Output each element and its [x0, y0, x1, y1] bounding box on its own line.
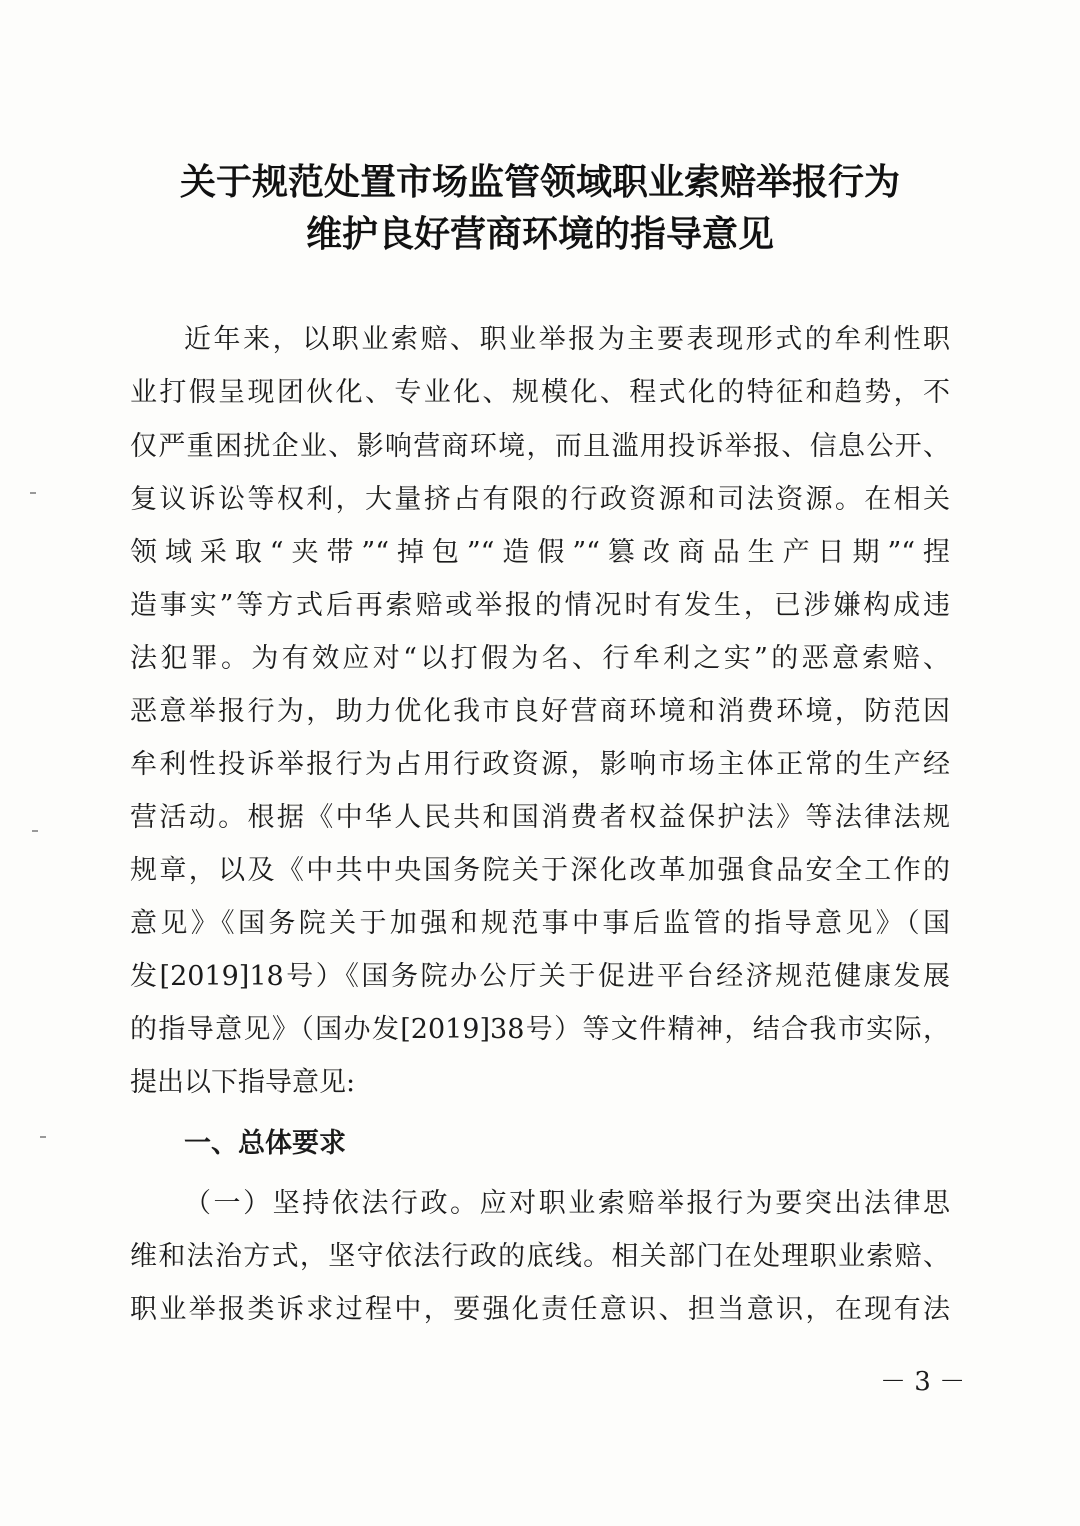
scan-speck [32, 830, 38, 832]
page-number: － 3 － [880, 1367, 966, 1397]
section-heading: 一、总体要求 [184, 1128, 346, 1159]
paragraph-line: 营活动。根据《中华人民共和国消费者权益保护法》等法律法规 [130, 802, 950, 833]
paragraph-line: 恶意举报行为，助力优化我市良好营商环境和消费环境，防范因 [130, 696, 950, 727]
paragraph-line: 发[2019]18号）《国务院办公厅关于促进平台经济规范健康发展 [130, 961, 950, 992]
paragraph-line: 近年来，以职业索赔、职业举报为主要表现形式的牟利性职 [184, 324, 950, 355]
document-title-line-2: 维护良好营商环境的指导意见 [305, 214, 774, 255]
paragraph-line: 提出以下指导意见: [130, 1067, 356, 1098]
paragraph-line: 领域采取“夹带”“掉包”“造假”“篡改商品生产日期”“捏 [130, 537, 950, 568]
scan-speck [30, 492, 36, 494]
paragraph-line: 复议诉讼等权利，大量挤占有限的行政资源和司法资源。在相关 [130, 484, 950, 515]
document-title-line-1: 关于规范处置市场监管领域职业索赔举报行为 [179, 162, 900, 203]
paragraph-line: 的指导意见》（国办发[2019]38号）等文件精神，结合我市实际， [130, 1014, 950, 1045]
paragraph-line: 维和法治方式，坚守依法行政的底线。相关部门在处理职业索赔、 [130, 1241, 950, 1272]
paragraph-line: 法犯罪。为有效应对“以打假为名、行牟利之实”的恶意索赔、 [130, 643, 950, 674]
scan-speck [40, 1136, 46, 1138]
paragraph-line: 意见》《国务院关于加强和规范事中事后监管的指导意见》（国 [130, 908, 950, 939]
paragraph-line: 业打假呈现团伙化、专业化、规模化、程式化的特征和趋势，不 [130, 377, 950, 408]
paragraph-line: 造事实”等方式后再索赔或举报的情况时有发生，已涉嫌构成违 [130, 590, 950, 621]
paragraph-line: 职业举报类诉求过程中，要强化责任意识、担当意识，在现有法 [130, 1294, 950, 1325]
paragraph-line: 规章，以及《中共中央国务院关于深化改革加强食品安全工作的 [130, 855, 950, 886]
paragraph-line: 仅严重困扰企业、影响营商环境，而且滥用投诉举报、信息公开、 [130, 431, 950, 462]
paragraph-line: （一）坚持依法行政。应对职业索赔举报行为要突出法律思 [184, 1188, 950, 1219]
paragraph-line: 牟利性投诉举报行为占用行政资源，影响市场主体正常的生产经 [130, 749, 950, 780]
